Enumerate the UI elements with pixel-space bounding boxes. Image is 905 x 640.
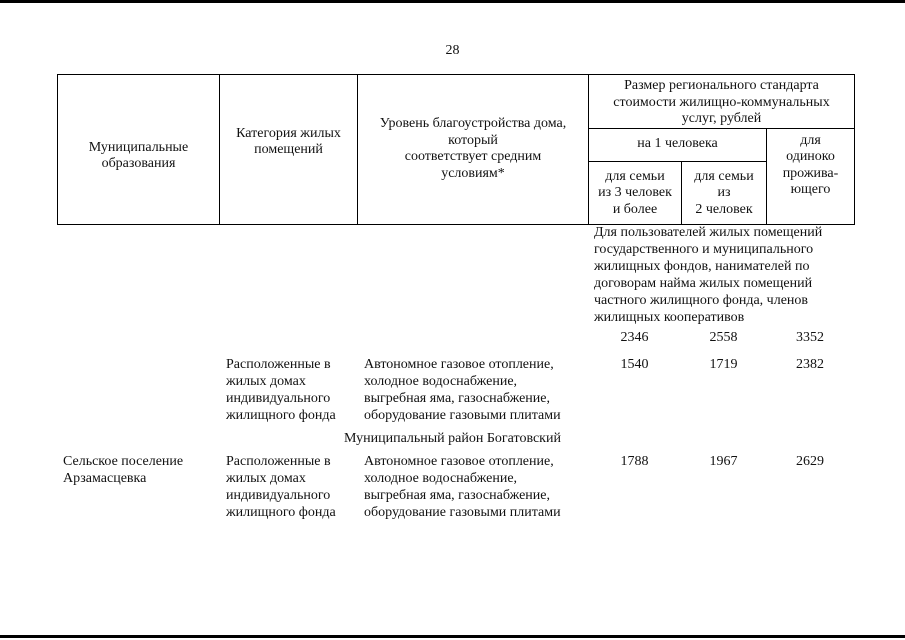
value-family3: 1540 (620, 357, 649, 372)
row-arzamastsevka-values (588, 453, 854, 470)
header-family3-line: из 3 человек (598, 185, 672, 200)
header-category-line: Категория жилых (236, 125, 341, 141)
header-standard-line: Размер регионального стандарта (624, 78, 819, 93)
header-family3 (589, 161, 682, 224)
value-family2: 1719 (709, 357, 738, 372)
intro-line: частного жилищного фонда, членов (594, 293, 809, 308)
category-line: Расположенные в (226, 454, 331, 469)
row-arzamastsevka-municipality (63, 453, 183, 487)
value-single: 2629 (796, 454, 824, 469)
level-line: оборудование газовыми плитами (364, 505, 561, 520)
value-family2: 1967 (709, 454, 738, 469)
header-single (767, 128, 855, 224)
header-family3-line: для семьи (605, 168, 665, 184)
level-line: холодное водоснабжение, (364, 471, 518, 486)
category-line: жилых домах (226, 374, 306, 389)
header-municipal-line: Муниципальные (88, 139, 189, 155)
row-private-values (588, 356, 854, 373)
header-single-line: прожива- (782, 165, 839, 181)
category-line: индивидуального (226, 488, 331, 503)
row-private-level (364, 356, 561, 424)
level-line: Автономное газовое отопление, (364, 357, 554, 372)
header-level-line: соответствует средним (404, 149, 542, 165)
value-family3: 1788 (620, 454, 649, 469)
category-line: жилищного фонда (226, 408, 336, 423)
intro-line: жилищных фондов, нанимателей по (594, 259, 810, 274)
intro-line: жилищных кооперативов (594, 310, 745, 325)
scan-edge-bottom (0, 635, 905, 638)
level-line: выгребная яма, газоснабжение, (364, 391, 551, 406)
value-single: 3352 (796, 330, 824, 345)
category-line: жилищного фонда (226, 505, 336, 520)
row-private-category (226, 356, 336, 424)
header-level-line: Уровень благоустройства дома, (379, 116, 567, 132)
value-single: 2382 (796, 357, 824, 372)
scan-edge-top (0, 0, 905, 3)
value-family2: 2558 (709, 330, 738, 345)
category-line: жилых домах (226, 471, 306, 486)
level-line: Автономное газовое отопление, (364, 454, 554, 469)
intro-line: договорам найма жилых помещений (594, 276, 813, 291)
row-arzamastsevka-level (364, 453, 561, 521)
header-family2 (682, 161, 767, 224)
header-family2-line: для семьи (694, 168, 754, 184)
header-per-person-label: на 1 человека (637, 136, 718, 152)
header-municipal-line: образования (101, 156, 176, 172)
category-line: индивидуального (226, 391, 331, 406)
header-family2-line: 2 человек (695, 201, 753, 217)
intro-text (594, 224, 822, 326)
header-level-line: который (448, 132, 498, 148)
level-line: выгребная яма, газоснабжение, (364, 488, 551, 503)
level-line: оборудование газовыми плитами (364, 408, 561, 423)
category-line: Расположенные в (226, 357, 331, 372)
header-single-line: одиноко (786, 149, 835, 164)
header-category-line: помещений (254, 142, 323, 158)
level-line: холодное водоснабжение, (364, 374, 518, 389)
header-single-line: ющего (790, 182, 831, 197)
header-municipal (58, 75, 220, 225)
table-header (57, 74, 855, 225)
header-per-person (589, 128, 767, 161)
municipality-line: Арзамасцевка (63, 471, 147, 486)
value-family3: 2346 (620, 330, 649, 345)
header-category (220, 75, 358, 225)
page-number: 28 (445, 43, 460, 58)
district-heading: Муниципальный район Богатовский (344, 431, 561, 446)
header-level (358, 75, 589, 225)
intro-line: государственного и муниципального (594, 242, 814, 257)
header-standard (589, 75, 855, 129)
row-arzamastsevka-category (226, 453, 336, 521)
intro-values-row (588, 329, 854, 346)
header-family2-line: из (717, 185, 731, 200)
header-level-line: условиям* (441, 165, 505, 181)
header-standard-line: стоимости жилищно-коммунальных (613, 94, 830, 110)
municipality-line: Сельское поселение (63, 454, 184, 469)
header-family3-line: и более (612, 201, 658, 217)
intro-line: Для пользователей жилых помещений (594, 225, 823, 240)
header-standard-line: услуг, рублей (681, 111, 762, 126)
header-single-line: для (800, 132, 821, 148)
